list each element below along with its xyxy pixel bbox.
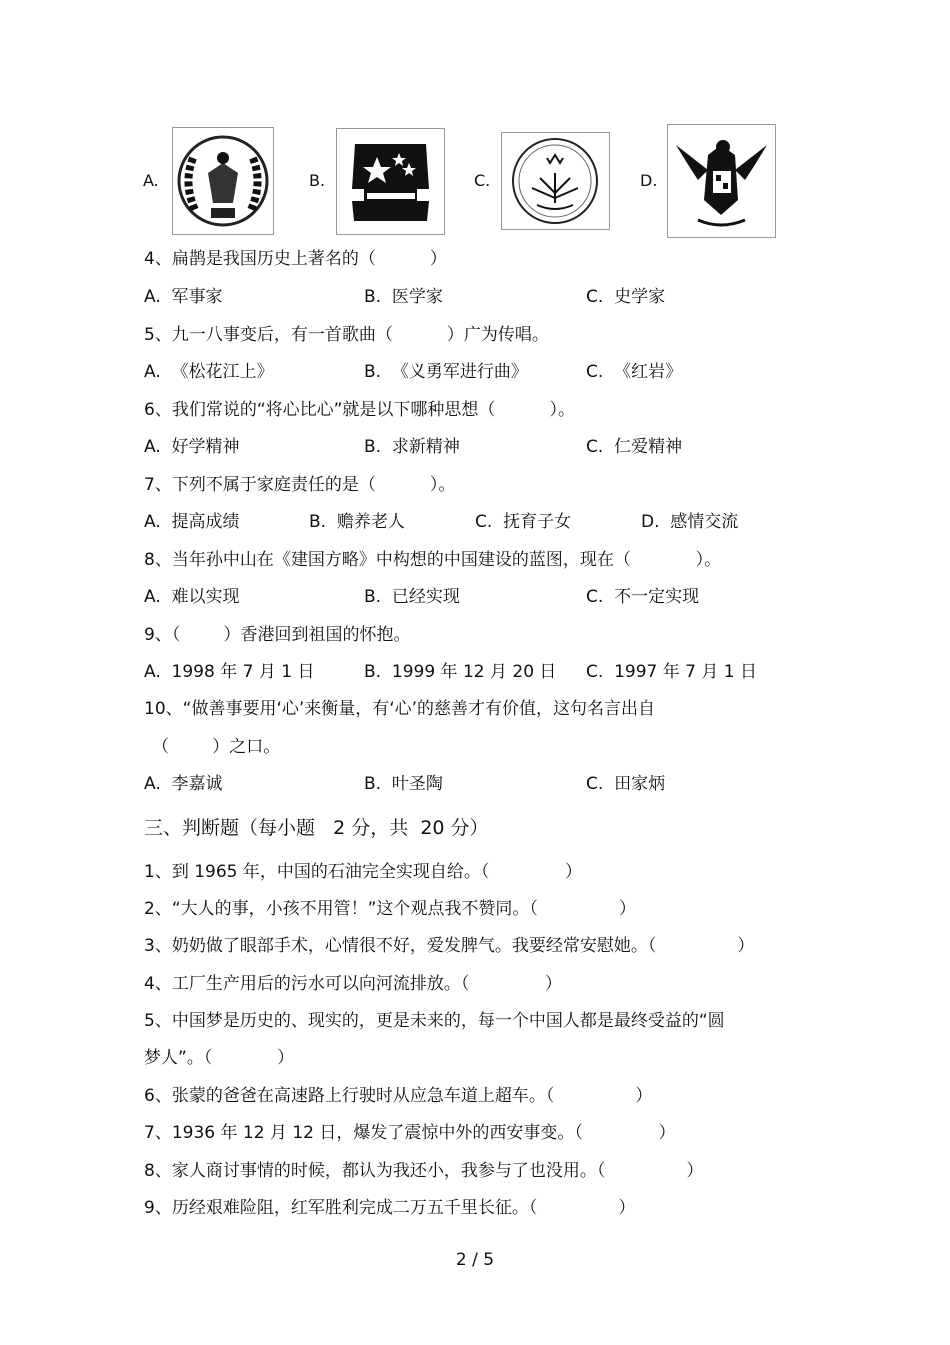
five-stars-emblem-icon xyxy=(336,128,445,235)
q7-option-a[interactable]: A. 提高成绩 xyxy=(144,512,240,532)
q4-option-a[interactable]: A. 军事家 xyxy=(144,287,223,307)
emblem-option-d-label: D. xyxy=(640,171,658,190)
judgment-item-7: 7、1936 年 12 月 12 日，爆发了震惊中外的西安事变。（ ） xyxy=(144,1123,676,1143)
q9-option-c[interactable]: C. 1997 年 7 月 1 日 xyxy=(586,662,757,682)
judgment-item-9: 9、历经艰难险阻，红军胜利完成二万五千里长征。（ ） xyxy=(144,1198,636,1218)
judgment-item-3: 3、奶奶做了眼部手术，心情很不好，爱发脾气。我要经常安慰她。（ ） xyxy=(144,936,755,956)
emblem-option-b-label: B. xyxy=(309,171,326,190)
q6-option-b[interactable]: B. 求新精神 xyxy=(364,437,460,457)
judgment-item-6: 6、张蒙的爸爸在高速路上行驶时从应急车道上超车。（ ） xyxy=(144,1086,653,1106)
q9-option-a[interactable]: A. 1998 年 7 月 1 日 xyxy=(144,662,315,682)
question-10: 10、“做善事要用‘心’来衡量，有‘心’的慈善才有价值，这句名言出自 xyxy=(144,699,656,719)
question-5: 5、九一八事变后，有一首歌曲（ ）广为传唱。 xyxy=(144,325,549,345)
section-3-title: 三、判断题（每小题 2 分，共 20 分） xyxy=(144,817,489,839)
question-7: 7、下列不属于家庭责任的是（ ）。 xyxy=(144,475,456,495)
q6-option-a[interactable]: A. 好学精神 xyxy=(144,437,240,457)
emblem-option-c-label: C. xyxy=(474,171,491,190)
eagle-shield-emblem-icon xyxy=(667,124,776,238)
judgment-item-5: 5、中国梦是历史的、现实的，更是未来的，每一个中国人都是最终受益的“圆 xyxy=(144,1011,725,1031)
question-4: 4、扁鹊是我国历史上著名的（ ） xyxy=(144,249,447,269)
q5-option-a[interactable]: A. 《松花江上》 xyxy=(144,362,274,382)
judgment-item-8: 8、家人商讨事情的时候，都认为我还小，我参与了也没用。（ ） xyxy=(144,1161,704,1181)
q7-option-c[interactable]: C. 抚育子女 xyxy=(475,512,572,532)
question-8: 8、当年孙中山在《建国方略》中构想的中国建设的蓝图，现在（ ）。 xyxy=(144,550,722,570)
q9-option-b[interactable]: B. 1999 年 12 月 20 日 xyxy=(364,662,557,682)
q8-option-a[interactable]: A. 难以实现 xyxy=(144,587,240,607)
question-9: 9、（ ）香港回到祖国的怀抱。 xyxy=(144,625,411,645)
round-plant-emblem-icon xyxy=(501,132,610,230)
wreath-eagle-emblem-icon xyxy=(172,127,274,235)
page-number: 2 / 5 xyxy=(455,1250,495,1270)
q4-option-b[interactable]: B. 医学家 xyxy=(364,287,443,307)
judgment-item-5-continued: 梦人”。（ ） xyxy=(144,1048,295,1068)
q8-option-b[interactable]: B. 已经实现 xyxy=(364,587,460,607)
q5-option-c[interactable]: C. 《红岩》 xyxy=(586,362,683,382)
q6-option-c[interactable]: C. 仁爱精神 xyxy=(586,437,683,457)
q7-option-b[interactable]: B. 赡养老人 xyxy=(309,512,405,532)
question-6: 6、我们常说的“将心比心”就是以下哪种思想（ ）。 xyxy=(144,400,575,420)
q5-option-b[interactable]: B. 《义勇军进行曲》 xyxy=(364,362,528,382)
q7-option-d[interactable]: D. 感情交流 xyxy=(641,512,739,532)
q10-option-a[interactable]: A. 李嘉诚 xyxy=(144,774,223,794)
q8-option-c[interactable]: C. 不一定实现 xyxy=(586,587,700,607)
q4-option-c[interactable]: C. 史学家 xyxy=(586,287,666,307)
q10-option-c[interactable]: C. 田家炳 xyxy=(586,774,666,794)
emblem-option-a-label: A. xyxy=(143,171,159,190)
judgment-item-2: 2、“大人的事，小孩不用管！”这个观点我不赞同。（ ） xyxy=(144,899,636,919)
q10-option-b[interactable]: B. 叶圣陶 xyxy=(364,774,443,794)
judgment-item-4: 4、工厂生产用后的污水可以向河流排放。（ ） xyxy=(144,974,562,994)
question-10-continued: （ ）之口。 xyxy=(152,737,281,757)
judgment-item-1: 1、到 1965 年，中国的石油完全实现自给。（ ） xyxy=(144,862,583,882)
